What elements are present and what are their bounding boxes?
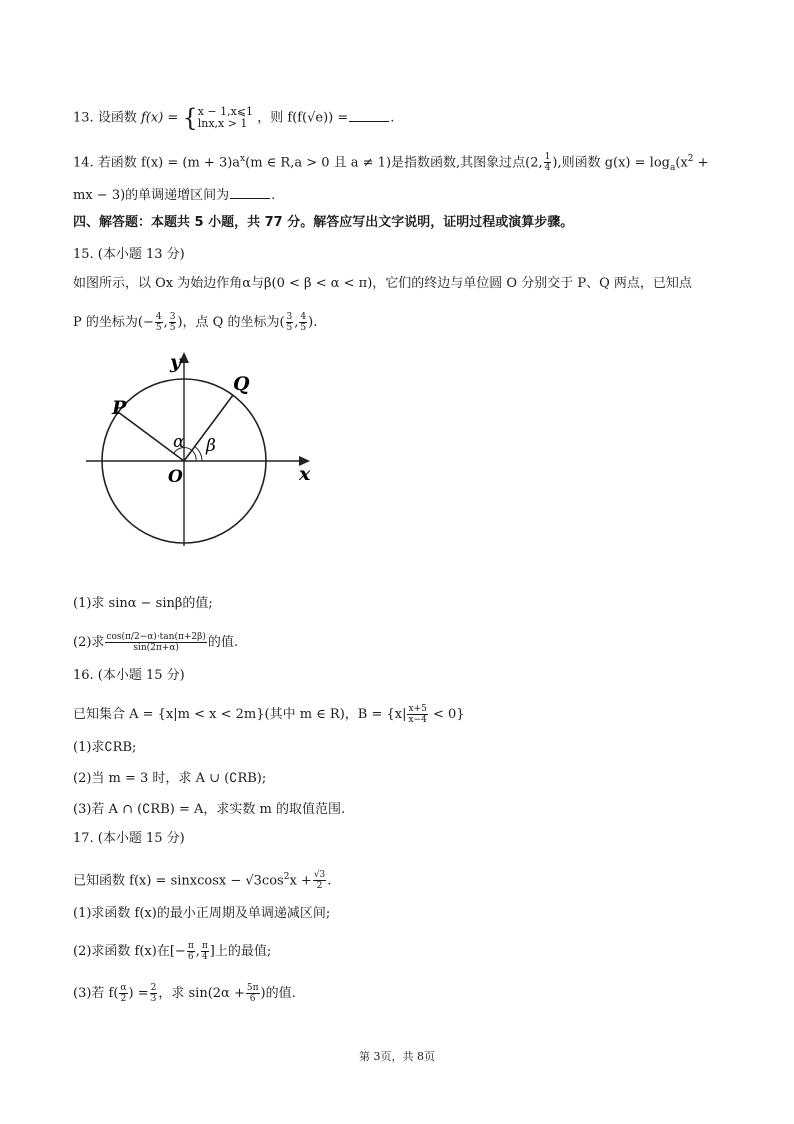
q17-interval-upper: $\frac{\pi}{4}$ xyxy=(201,941,208,962)
q13-case2: lnx,x > 1 xyxy=(197,117,248,130)
q15-line1: 如图所示，以 Ox 为始边作角α与β(0 < β < α < π)，它们的终边与单位圆 O 分别交于 P、Q 两点，已知点 xyxy=(73,276,692,291)
q16-set-b-fraction: $\frac{x+5}{x-4}$ xyxy=(408,704,427,725)
q15-header: 15. (本小题 13 分) xyxy=(73,247,185,262)
q14-text-a: 14. 若函数 f(x) = (m + 3)a xyxy=(73,155,241,171)
q17-line1: 已知函数 f(x) = sinxcosx − $√3\cos^2x$ + $\frac{√3}{2}$ . xyxy=(73,870,332,892)
q17-phase-fraction: $\frac{5\pi}{6}$ xyxy=(246,983,259,1004)
q14-text-line2: mx − 3)的单调递增区间为 xyxy=(73,188,230,203)
q14-exponent: x xyxy=(240,154,246,164)
q13-brace: { xyxy=(182,104,198,132)
q14-text-b: (m ∈ R,a > 0 且 a ≠ 1)是指数函数,其图象过点(2, xyxy=(245,155,543,171)
label-p: P xyxy=(112,397,127,419)
q13-line: 13. 设函数 f(x) = { x − 1,x⩽1 lnx,x > 1 ，则 f(f(√e)) = . xyxy=(73,104,395,132)
q15-part1: (1)求 sinα − sinβ的值; xyxy=(73,596,213,611)
q15-qx-fraction: $\frac{3}{5}$ xyxy=(286,312,293,333)
q14-text-e: + xyxy=(693,155,709,171)
q13-answer-blank[interactable] xyxy=(349,109,389,122)
q14-answer-blank[interactable] xyxy=(230,186,270,199)
q16-line1: 已知集合 A = {x|m < x < 2m}(其中 m ∈ R)，B = {x| $\frac{x+5}{x-4}$ < 0} xyxy=(73,704,465,725)
q17-part2: (2)求函数 f(x)在[− $\frac{\pi}{6}$ , $\frac{\pi}{4}$ ]上的最值; xyxy=(73,941,272,962)
q15-part2: (2)求 $\frac{\cos(\pi/2-\alpha)\cdot\tan(\pi+2\beta)}{\sin(2\pi+\alpha)}$ 的值. xyxy=(73,632,239,653)
q13-tail: ，则 f(f(√e)) = xyxy=(257,110,349,126)
q17-constant-fraction: $\frac{√3}{2}$ xyxy=(313,870,326,892)
q13-function: f(x) = xyxy=(140,110,183,126)
section-heading: 四、解答题：本题共 5 小题，共 77 分。解答应写出文字说明，证明过程或演算步骤。 xyxy=(73,215,574,230)
label-o: O xyxy=(168,467,183,487)
q13-case1: x − 1,x⩽1 xyxy=(197,105,254,118)
q13-piecewise xyxy=(198,106,253,130)
q14-line2: mx − 3)的单调递增区间为 . xyxy=(73,188,276,203)
q14-point-fraction: $\frac{1}{4}$ xyxy=(544,152,551,174)
q13-lead: 设函数 xyxy=(97,110,137,126)
q15-part2-fraction: $\frac{\cos(\pi/2-\alpha)\cdot\tan(\pi+2\beta)}{\sin(2\pi+\alpha)}$ xyxy=(106,632,206,653)
page-footer: 第 3页，共 8页 xyxy=(359,1050,435,1063)
q17-value-fraction: $\frac{2}{3}$ xyxy=(150,983,157,1004)
q15-px-fraction: $\frac{4}{5}$ xyxy=(155,312,162,333)
q15-py-fraction: $\frac{3}{5}$ xyxy=(169,312,176,333)
beta-arc xyxy=(194,446,202,461)
q17-interval-lower: $\frac{\pi}{6}$ xyxy=(187,941,194,962)
q17-part3: (3)若 f( $\frac{\alpha}{2}$ ) = $\frac{2}{3}$ ，求 sin(2α + $\frac{5\pi}{6}$ )的值. xyxy=(73,983,296,1004)
q17-header: 17. (本小题 15 分) xyxy=(73,831,185,846)
q14-text-c: ),则函数 g(x) = log xyxy=(552,155,670,171)
q15-line2: P 的坐标为(− $\frac{4}{5}$ , $\frac{3}{5}$ )，点 Q 的坐标为( $\frac{3}{5}$ , $\frac{4}{5}$ ). xyxy=(73,312,318,333)
q16-part3: (3)若 A ∩ (∁RB) = A，求实数 m 的取值范围. xyxy=(73,802,346,817)
q14-line1 xyxy=(73,150,709,177)
q17-alpha-half: $\frac{\alpha}{2}$ xyxy=(120,983,127,1004)
q14-log-base: a xyxy=(669,162,676,173)
label-x: x xyxy=(299,463,311,485)
q13-number: 13. xyxy=(73,110,94,126)
label-y: y xyxy=(170,351,182,373)
q17-part1: (1)求函数 f(x)的最小正周期及单调递减区间; xyxy=(73,906,331,921)
q14-text-d: (x xyxy=(675,155,688,171)
q15-qy-fraction: $\frac{4}{5}$ xyxy=(300,312,307,333)
q16-part2: (2)当 m = 3 时，求 A ∪ (∁RB); xyxy=(73,771,267,786)
q16-header: 16. (本小题 15 分) xyxy=(73,668,185,683)
unit-circle-figure xyxy=(80,348,330,548)
q16-part1: (1)求∁RB; xyxy=(73,740,137,755)
label-q: Q xyxy=(233,373,250,395)
label-beta: β xyxy=(206,436,216,456)
q14-square: 2 xyxy=(687,154,694,164)
label-alpha: α xyxy=(173,432,185,452)
